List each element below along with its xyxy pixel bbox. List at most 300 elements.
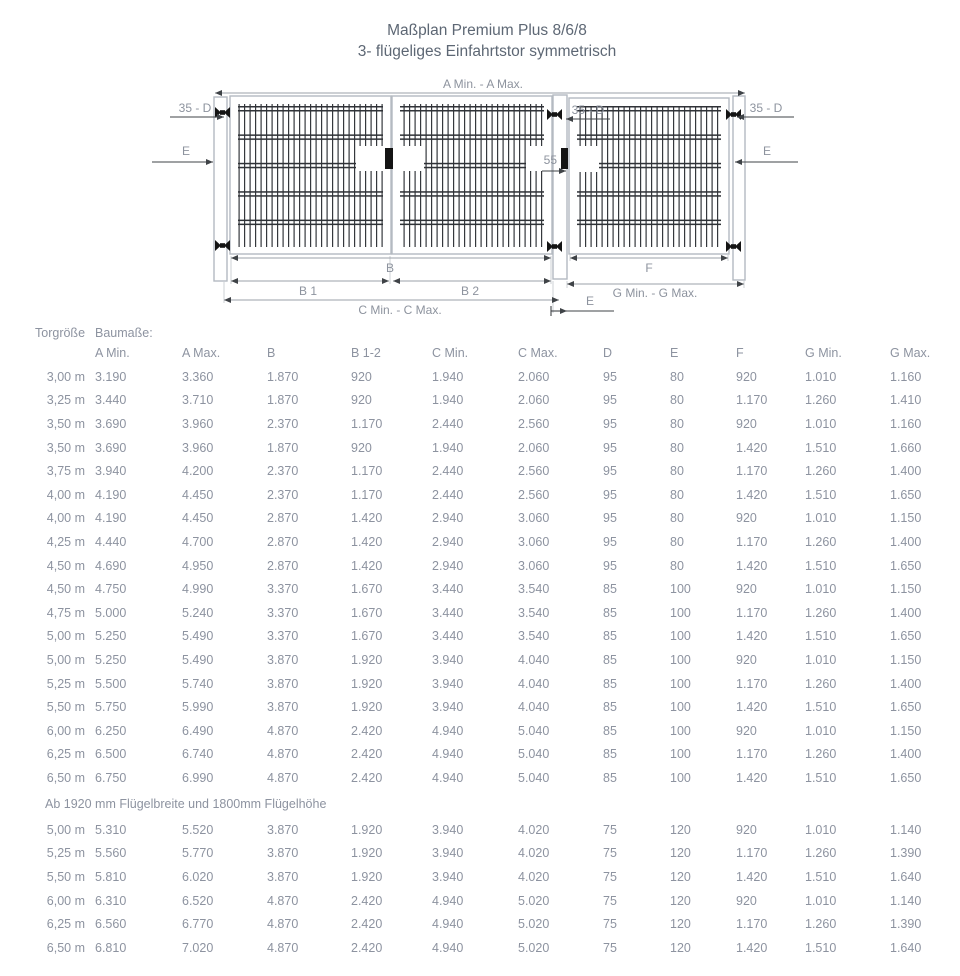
table-cell: 3.870 [267,869,299,884]
dim-b2-label: B 2 [460,284,480,298]
table-cell: 1.260 [805,846,837,861]
table-cell: 5.040 [518,723,550,738]
table-cell: 1.920 [351,846,383,861]
table-cell: 85 [603,605,617,620]
table-cell: 1.920 [351,652,383,667]
table-cell: 1.420 [736,558,768,573]
table-cell: 4.040 [518,700,550,715]
table-cell: 100 [670,676,691,691]
table-cell: 75 [603,822,617,837]
table-cell: 5.770 [182,846,214,861]
table-cell: 1.420 [351,511,383,526]
table-cell: 6.990 [182,770,214,785]
table-cell: 5.020 [518,940,550,955]
table-row [35,389,960,413]
table-cell: 6,00 m [46,723,85,738]
dim-e-bottom-label: E [585,294,595,308]
table-cell: 3.870 [267,700,299,715]
table-cell: 2.420 [351,770,383,785]
table-cell: 1.390 [890,917,922,932]
table-cell: 1.170 [351,416,383,431]
table-cell: 80 [670,369,684,384]
group-header: Baumaße: [95,326,153,340]
table-row [35,766,960,790]
table-cell: 100 [670,700,691,715]
table-cell: 1.170 [736,605,768,620]
table-cell: 2.870 [267,511,299,526]
table-row [35,530,960,554]
table-cell: 1.150 [890,582,922,597]
table-cell: 5.000 [95,605,127,620]
table-cell: 1.920 [351,676,383,691]
table-cell: B 1-2 [351,345,381,360]
table-cell: 2.560 [518,487,550,502]
table-cell: 120 [670,869,691,884]
table-cell: 6.520 [182,893,214,908]
table-cell: 1.420 [736,440,768,455]
table-cell: 6,00 m [46,893,85,908]
table-cell: 120 [670,893,691,908]
table-cell: 3,50 m [46,440,85,455]
table-cell: 1.640 [890,869,922,884]
table-row [35,841,960,865]
table-cell: 120 [670,940,691,955]
table-cell: 2.420 [351,940,383,955]
table-cell: 4.870 [267,747,299,762]
table-row [35,554,960,578]
table-cell: 85 [603,747,617,762]
table-cell: 1.170 [351,464,383,479]
table-cell: 2.940 [432,534,464,549]
post-left [214,97,227,281]
table-cell: 1.170 [736,917,768,932]
table-cell: 6,25 m [46,747,85,762]
table-cell: 5.520 [182,822,214,837]
table-cell: 1.260 [805,393,837,408]
table-cell: 3.190 [95,369,127,384]
table-cell: 3.440 [95,393,127,408]
table-cell: 1.170 [736,747,768,762]
table-cell: 5.040 [518,747,550,762]
dim-b1-label: B 1 [298,284,318,298]
table-cell: 920 [351,393,372,408]
table-cell: 3.540 [518,582,550,597]
table-cell: 1.510 [805,558,837,573]
table-cell: 100 [670,582,691,597]
table-section-2 [35,818,960,960]
table-cell: 120 [670,917,691,932]
table-cell: 1.670 [351,605,383,620]
table-row [35,936,960,960]
table-cell: 1.510 [805,440,837,455]
table-cell: 4,50 m [46,558,85,573]
table-cell: 80 [670,511,684,526]
table-cell: 1.660 [890,440,922,455]
table-cell: 1.650 [890,629,922,644]
table-cell: 1.010 [805,822,837,837]
table-cell: 80 [670,464,684,479]
table-cell: 3.870 [267,676,299,691]
table-cell: 3.370 [267,605,299,620]
table-cell: 4,00 m [46,487,85,502]
table-cell: 6.500 [95,747,127,762]
dim-35d-right-label: 35 - D [749,101,783,115]
table-cell: 3.440 [432,629,464,644]
table-cell: 1.170 [736,464,768,479]
table-cell: 80 [670,393,684,408]
table-cell: 2.420 [351,747,383,762]
table-cell: 80 [670,416,684,431]
table-cell: 100 [670,652,691,667]
table-cell: 5.040 [518,770,550,785]
table-cell: 920 [351,369,372,384]
dim-c-label: C Min. - C Max. [358,303,442,317]
table-cell: 2.370 [267,416,299,431]
table-cell: 6.810 [95,940,127,955]
table-cell: 75 [603,869,617,884]
table-cell: 3,25 m [46,393,85,408]
table-cell: 1.390 [890,846,922,861]
table-cell: 4,00 m [46,511,85,526]
table-cell: 5,00 m [46,629,85,644]
table-cell: 95 [603,393,617,408]
table-cell: 920 [736,893,757,908]
table-cell: 2.440 [432,416,464,431]
table-cell: 1.920 [351,869,383,884]
table-cell: 1.260 [805,917,837,932]
table-cell: F [736,345,744,360]
table-row [35,672,960,696]
table-cell: 1.650 [890,700,922,715]
gate-wing-2 [392,96,552,254]
table-cell: 6.490 [182,723,214,738]
table-cell: 1.420 [736,770,768,785]
table-cell: 1.940 [432,440,464,455]
table-cell: 1.510 [805,869,837,884]
dim-b-label: B [385,261,395,275]
table-cell: 1.870 [267,440,299,455]
table-cell: 920 [736,369,757,384]
table-cell: 3.940 [432,652,464,667]
table-cell: 2.440 [432,464,464,479]
table-cell: 85 [603,629,617,644]
table-cell: 1.670 [351,582,383,597]
table-cell: 75 [603,917,617,932]
table-cell: 4.940 [432,917,464,932]
table-row [35,743,960,767]
table-cell: 5,50 m [46,869,85,884]
table-cell: 1.260 [805,605,837,620]
table-cell: 100 [670,629,691,644]
table-cell: 5.560 [95,846,127,861]
table-cell: 4.450 [182,511,214,526]
table-cell: 3.060 [518,534,550,549]
table-cell: 80 [670,487,684,502]
table-cell: 75 [603,846,617,861]
table-section-1 [35,365,960,790]
table-cell: 1.400 [890,605,922,620]
table-cell: 4.870 [267,893,299,908]
table-cell: B [267,345,276,360]
table-cell: 2.440 [432,487,464,502]
table-cell: 95 [603,487,617,502]
table-row [35,889,960,913]
table-cell: 3.940 [432,869,464,884]
table-cell: 1.170 [736,534,768,549]
table-cell: 1.400 [890,534,922,549]
dim-35d-mid-label: 35 - D [571,103,605,117]
table-cell: 3.940 [95,464,127,479]
table-cell: 1.920 [351,700,383,715]
table-cell: 4.940 [432,747,464,762]
table-cell: 5.020 [518,917,550,932]
table-cell: 1.010 [805,893,837,908]
table-cell: 1.170 [351,487,383,502]
table-cell: 4.870 [267,940,299,955]
table-cell: 4.190 [95,511,127,526]
table-cell: 3.870 [267,652,299,667]
table-cell: 3.440 [432,605,464,620]
table-cell: 5,25 m [46,846,85,861]
table-cell: 920 [351,440,372,455]
table-cell: 120 [670,846,691,861]
dim-a-label: A Min. - A Max. [442,77,524,91]
table-cell: G Max. [890,345,931,360]
table-cell: 95 [603,558,617,573]
table-cell: 4,75 m [46,605,85,620]
table-cell: 120 [670,822,691,837]
table-cell: 6.750 [95,770,127,785]
table-cell: 1.400 [890,747,922,762]
table-cell: 1.260 [805,747,837,762]
table-cell: 85 [603,652,617,667]
table-cell: 4.190 [95,487,127,502]
table-cell: 2.870 [267,534,299,549]
table-cell: 1.010 [805,723,837,738]
post-right [733,96,745,280]
title-line2: 3- flügeliges Einfahrtstor symmetrisch [357,43,617,60]
table-cell: 95 [603,440,617,455]
table-cell: 1.160 [890,369,922,384]
table-cell: 1.170 [736,846,768,861]
table-cell: 1.150 [890,723,922,738]
table-cell: 1.420 [736,629,768,644]
table-cell: 1.940 [432,369,464,384]
middle-lock-bar [561,148,568,169]
table-cell: 3.690 [95,416,127,431]
table-cell: 5.310 [95,822,127,837]
table-cell: 1.010 [805,652,837,667]
table-cell: 4.020 [518,822,550,837]
table-cell: 7.020 [182,940,214,955]
table-cell: 1.150 [890,652,922,667]
table-cell: 3.440 [432,582,464,597]
table-cell: A Min. [95,345,130,360]
table-cell: 5.810 [95,869,127,884]
table-cell: 1.420 [351,558,383,573]
table-cell: 4,25 m [46,534,85,549]
table-cell: 75 [603,893,617,908]
table-cell: 5.250 [95,629,127,644]
dim-e-right-label: E [762,144,772,158]
table-note: Ab 1920 mm Flügelbreite und 1800mm Flügelhöhe [45,796,327,811]
table-cell: 2.420 [351,723,383,738]
table-cell: 95 [603,534,617,549]
table-cell: 2.370 [267,487,299,502]
table-cell: 4.440 [95,534,127,549]
table-row [35,865,960,889]
table-cell: 1.260 [805,464,837,479]
table-cell: 4.940 [432,893,464,908]
table-cell: 100 [670,770,691,785]
table-cell: 4.940 [432,723,464,738]
table-cell: D [603,345,613,360]
table-cell: 4.940 [432,770,464,785]
table-cell: 100 [670,723,691,738]
table-cell: 4.040 [518,652,550,667]
table-cell: 1.400 [890,464,922,479]
table-cell: 4.020 [518,869,550,884]
table-cell: 3,75 m [46,464,85,479]
table-row [35,912,960,936]
dim-g-label: G Min. - G Max. [612,286,698,300]
table-cell: 2.420 [351,917,383,932]
table-cell: 95 [603,464,617,479]
table-cell: 1.420 [351,534,383,549]
table-row [35,719,960,743]
table-cell: 5.490 [182,629,214,644]
table-cell: C Min. [432,345,469,360]
table-cell: 4.040 [518,676,550,691]
dim-f-label: F [645,261,653,275]
row-label-header: Torgröße [35,326,86,340]
table-row [35,343,960,362]
table-cell: 1.170 [736,676,768,691]
table-cell: 5,50 m [46,700,85,715]
table-cell: 3.940 [432,700,464,715]
table-cell: 80 [670,440,684,455]
table-cell: 3.540 [518,605,550,620]
table-cell: 1.510 [805,940,837,955]
table-cell: 3.710 [182,393,214,408]
table-cell: 1.510 [805,700,837,715]
table-cell: 6.770 [182,917,214,932]
table-row [35,695,960,719]
table-cell: 3,50 m [46,416,85,431]
table-cell: 100 [670,605,691,620]
table-cell: 4,50 m [46,582,85,597]
table-cell: 5.990 [182,700,214,715]
table-cell: 3.370 [267,582,299,597]
table-cell: 1.650 [890,558,922,573]
table-cell: 6,25 m [46,917,85,932]
table-cell: 2.940 [432,558,464,573]
table-cell: 1.420 [736,487,768,502]
table-cell: A Max. [182,345,221,360]
table-cell: 95 [603,369,617,384]
table-cell: 85 [603,723,617,738]
table-cell: 95 [603,416,617,431]
table-cell: 2.560 [518,464,550,479]
table-cell: 1.510 [805,629,837,644]
table-cell: 3.960 [182,416,214,431]
table-cell: 5.250 [95,652,127,667]
table-cell: 5,25 m [46,676,85,691]
table-cell: 920 [736,822,757,837]
table-cell: 4.990 [182,582,214,597]
table-cell: 6.740 [182,747,214,762]
table-cell: 5.750 [95,700,127,715]
dim-35d-left-label: 35 - D [178,101,212,115]
table-cell: 1.420 [736,940,768,955]
table-cell: 3.870 [267,846,299,861]
table-cell: 5.490 [182,652,214,667]
table-cell: G Min. [805,345,842,360]
table-cell: 5.500 [95,676,127,691]
table-cell: 2.560 [518,416,550,431]
table-cell: 1.510 [805,770,837,785]
table-cell: 920 [736,416,757,431]
table-cell: 3.060 [518,511,550,526]
dim-e-left-label: E [181,144,191,158]
table-cell: 1.420 [736,700,768,715]
table-cell: 5,00 m [46,822,85,837]
dimension-table [35,325,960,960]
table-cell: 85 [603,582,617,597]
center-lock-bar [385,148,393,169]
table-cell: 3.960 [182,440,214,455]
table-cell: 100 [670,747,691,762]
table-cell: 1.010 [805,369,837,384]
table-cell: 1.410 [890,393,922,408]
table-cell: 3.060 [518,558,550,573]
table-cell: 1.150 [890,511,922,526]
title-line1: Maßplan Premium Plus 8/6/8 [387,22,587,39]
table-cell: 3.940 [432,822,464,837]
table-cell: 1.260 [805,534,837,549]
table-cell: 1.420 [736,869,768,884]
table-cell: 5.240 [182,605,214,620]
table-cell: 1.870 [267,393,299,408]
table-cell: 4.870 [267,917,299,932]
table-row [35,601,960,625]
table-row [35,577,960,601]
table-cell: 4.750 [95,582,127,597]
gate-wing-1 [230,96,391,254]
table-cell: 75 [603,940,617,955]
table-cell: 920 [736,582,757,597]
table-cell: 4.450 [182,487,214,502]
table-cell: 6,50 m [46,770,85,785]
table-cell: 85 [603,676,617,691]
table-row [35,436,960,460]
table-cell: 2.870 [267,558,299,573]
table-cell: 85 [603,770,617,785]
table-cell: 1.940 [432,393,464,408]
table-cell: 1.870 [267,369,299,384]
table-row [35,507,960,531]
table-cell: 6,50 m [46,940,85,955]
table-cell: 1.670 [351,629,383,644]
table-cell: 1.650 [890,770,922,785]
table-row [35,483,960,507]
table-cell: 1.140 [890,893,922,908]
table-row [35,625,960,649]
table-cell: 2.420 [351,893,383,908]
table-cell: 6.560 [95,917,127,932]
table-cell: 4.870 [267,770,299,785]
table-cell: 1.170 [736,393,768,408]
